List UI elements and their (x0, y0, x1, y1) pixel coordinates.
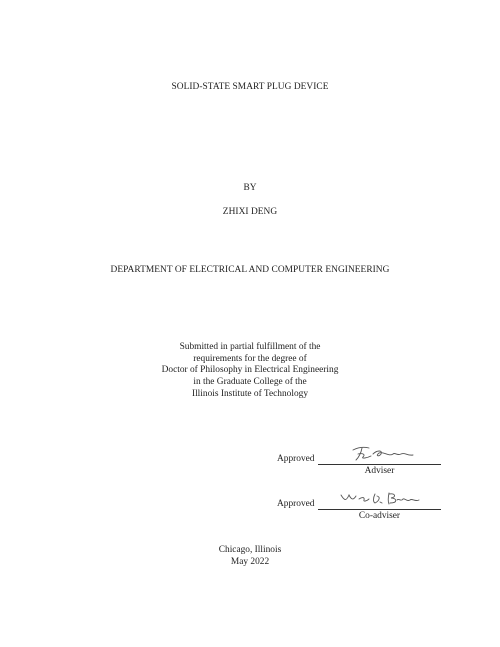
department-name: DEPARTMENT OF ELECTRICAL AND COMPUTER ENGINEERING (110, 265, 390, 275)
submission-line-3: Doctor of Philosophy in Electrical Engineering (161, 365, 339, 376)
submission-line-5: Illinois Institute of Technology (191, 388, 309, 399)
co-adviser-approved-label: Approved (277, 499, 315, 509)
thesis-title: SOLID-STATE SMART PLUG DEVICE (171, 82, 329, 92)
location: Chicago, Illinois (218, 545, 282, 555)
adviser-signature-icon (349, 444, 419, 464)
co-adviser-signature-icon (335, 490, 425, 508)
submission-line-4: in the Graduate College of the (193, 377, 307, 388)
author-name: ZHIXI DENG (222, 207, 278, 217)
co-adviser-role: Co-adviser (358, 511, 401, 521)
adviser-approved-label: Approved (277, 454, 315, 464)
adviser-approval (277, 448, 447, 478)
submission-line-2: requirements for the degree of (193, 353, 307, 364)
adviser-role: Adviser (364, 466, 395, 476)
by-line: BY (243, 183, 257, 193)
location-date (0, 545, 500, 568)
date: May 2022 (230, 556, 270, 567)
adviser-signature-line (318, 464, 441, 465)
submission-line-1: Submitted in partial fulfillment of the (179, 342, 321, 352)
submission-statement (0, 342, 500, 401)
co-adviser-signature-line (318, 509, 441, 510)
co-adviser-approval (277, 493, 447, 523)
